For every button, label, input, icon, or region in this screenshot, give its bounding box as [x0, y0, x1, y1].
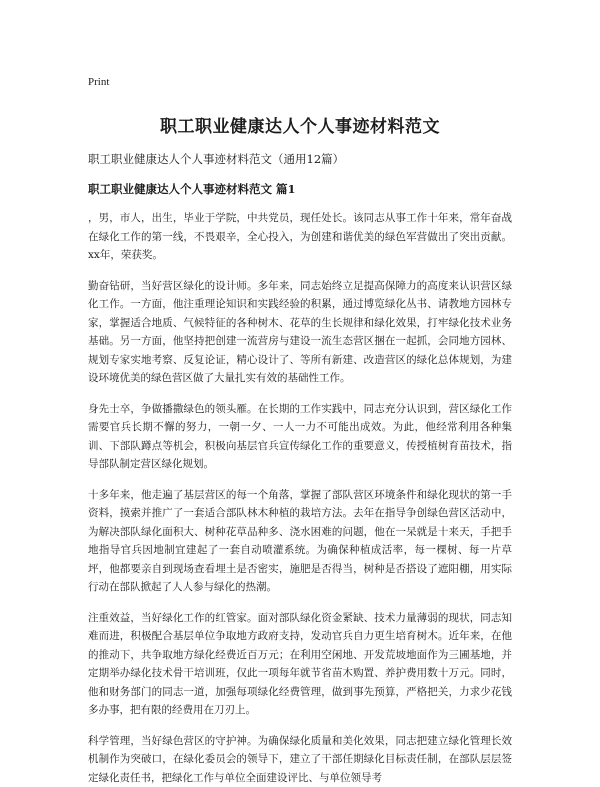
paragraph-leader: 身先士卒，争做播撒绿色的领头雁。在长期的工作实践中，同志充分认识到，营区绿化工作需要官兵长期不懈的努力，一朝一夕、一人一力不可能出成效。为此，他经常利用各种集训、下部队蹲点等机会，积极向基层官兵宣传绿化工作的重要意义，传授植树育苗技术，指导部队制定营区绿化规划。	[88, 400, 512, 474]
paragraph-intro: ，男，市人，出生，毕业于学院，中共党员，现任处长。该同志从事工作十年来，常年奋战在绿化工作的第一线，不畏艰辛，全心投入，为创建和谐优美的绿色军营做出了突出贡献。xx年，荣获奖。	[88, 209, 512, 265]
print-link[interactable]: Print	[88, 76, 109, 88]
paragraph-efficiency: 注重效益，当好绿化工作的红管家。面对部队绿化资金紧缺、技术力量薄弱的现状，同志知难而进，积极配合基层单位争取地方政府支持，发动官兵自力更生培育树木。近年来，在他的推动下，共争取地方绿化经费近百万元；在利用空闲地、开发荒坡地面作为三圃基地，并定期举办绿化技术骨干培训班，仅此一项每年就节省苗木购置、养护费用数十万元。同时，他和财务部门的同志一道，加强每项绿化经费管理，做到事先预算，严格把关，力求少花钱多办事，把有限的经费用在刀刃上。	[88, 609, 512, 720]
document-subtitle: 职工职业健康达人个人事迹材料范文（通用12篇）	[88, 151, 512, 167]
paragraph-designer: 勤奋钻研，当好营区绿化的设计师。多年来，同志始终立足提高保障力的高度来认识营区绿化工作。一方面，他注重理论知识和实践经验的积累，通过博览绿化丛书、请教地方园林专家，掌握适合地质、气候特征的各种树木、花草的生长规律和绿化效果，打牢绿化技术业务基础。另一方面，他坚持把创建一流营房与建设一流生态营区捆在一起抓，会同地方园林、规划专家实地考察、反复论证，精心设计了、等所有新建、改造营区的绿化总体规划，为建设环境优美的绿色营区做了大量扎实有效的基础性工作。	[88, 277, 512, 388]
paragraph-management: 科学管理，当好绿色营区的守护神。为确保绿化质量和美化效果，同志把建立绿化管理长效机制作为突破口，在绿化委员会的领导下，建立了干部任期绿化目标责任制，在部队层层签定绿化责任书，把绿化工作与单位全面建设评比、与单位领导考	[88, 732, 512, 787]
document-title: 职工职业健康达人个人事迹材料范文	[88, 112, 512, 137]
section-heading: 职工职业健康达人个人事迹材料范文 篇1	[88, 181, 512, 197]
paragraph-field-work: 十多年来，他走遍了基层营区的每一个角落，掌握了部队营区环境条件和绿化现状的第一手资料，摸索并推广了一套适合部队林木种植的栽培方法。去年在指导争创绿色营区活动中，为解决部队绿化面积大、树种花草品种多、浇水困难的问题，他在一呆就是十来天，手把手地指导官兵因地制宜建起了一套自动喷灌系统。为确保种植成活率，每一棵树、每一片草坪，他都要亲自到现场查看埋土是否密实，施肥是否得当，树种是否搭设了遮阳棚，用实际行动在部队掀起了人人参与绿化的热潮。	[88, 486, 512, 597]
